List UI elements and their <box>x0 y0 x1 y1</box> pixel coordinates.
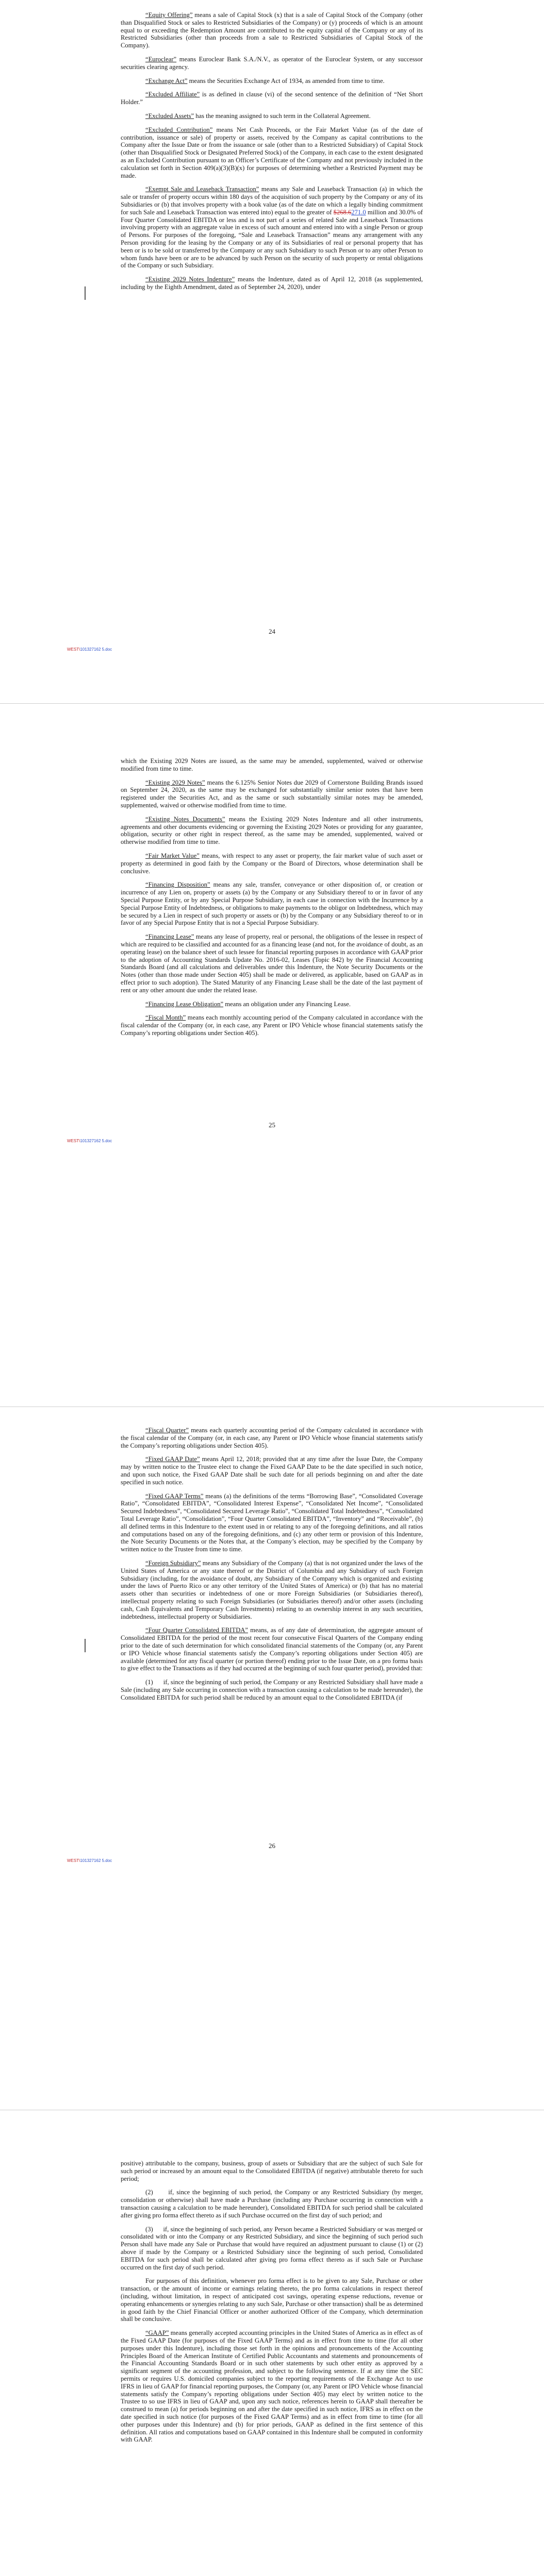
deleted-amount: $268.6 <box>333 208 352 216</box>
definition-excluded-assets: “Excluded Assets” has the meaning assigned to such term in the Collateral Agreement. <box>145 112 371 120</box>
pro-forma-paragraph: For purposes of this definition, whenever pro forma effect is to be given to any Sale, Purchase or other transaction, or the amount of income or earnings relating thereto, the pro forma calculations in respect thereof (including, without limitation, in respect of anticipated cost savings, operating expense reductions, revenue or operating enhancements or synergies relating to any such Sale, Purchase or other transaction) shall be as determined in good faith by the Chief Financial Officer or another authorized Officer of the Company, which determination shall be conclusive. <box>121 2277 423 2323</box>
page-number: 25 <box>269 1121 275 1129</box>
definition-excluded-affiliate: “Excluded Affiliate” is as defined in clause (vi) of the second sentence of the definition of “Net Short Holder.” <box>121 91 423 106</box>
continued-paragraph: which the Existing 2029 Notes are issued, as the same may be amended, supplemented, waived or otherwise modified from time to time. <box>121 757 423 772</box>
page-27-body <box>121 2160 423 2450</box>
revision-change-bar <box>85 1639 86 1652</box>
definition-fair-market-value: “Fair Market Value” means, with respect to any asset or property, the fair market value of such asset or property as determined in good faith by the Company or the Board of Directors, whose determination shall be conclusive. <box>121 852 423 875</box>
definition-exchange-act: “Exchange Act” means the Securities Exchange Act of 1934, as amended from time to time. <box>145 77 385 84</box>
revision-change-bar <box>85 286 86 300</box>
definition-financing-lease-obligation: “Financing Lease Obligation” means an obligation under any Financing Lease. <box>145 1000 351 1008</box>
document-page-26 <box>0 1407 544 2110</box>
clause-3: (3) if, since the beginning of such period, any Person became a Restricted Subsidiary or was merged or consolidated with or into the Company or any Restricted Subsidiary, and since the beginning of such period such Person shall have made any Sale or Purchase that would have required an adjustment pursuant to clause (1) or (2) above if made by the Company or a Restricted Subsidiary since the beginning of such period, Consolidated EBITDA for such period shall be calculated after giving pro forma effect thereto as if such Sale or Purchase occurred on the first day of such period. <box>121 2225 423 2271</box>
definition-existing-2029-notes-indenture: “Existing 2029 Notes Indenture” means the Indenture, dated as of April 12, 2018 (as supplemented, including by the Eighth Amendment, dated as of September 24, 2020), under <box>121 276 423 291</box>
document-footer-id: WEST\101327162 5.doc <box>67 1858 112 1863</box>
definition-fiscal-month: “Fiscal Month” means each monthly accounting period of the Company calculated in accordance with the fiscal calendar of the Company (or, in each case, any Parent or IPO Vehicle whose financial statements satisfy the Company’s reporting obligations under Section 405). <box>121 1014 423 1037</box>
definition-exempt-sale-leaseback: “Exempt Sale and Leaseback Transaction” means any Sale and Leaseback Transaction (a) in which the sale or transfer of property occurs within 180 days of the acquisition of such property by the Company or any of its Subsidiaries or (b) that involves property with a book value (as of the date on which a legally binding commitment for such Sale and Leaseback Transaction was entered into) equal to the greater of $268.6271.0 million and 30.0% of Four Quarter Consolidated EBITDA or less and is not part of a series of related Sale and Leaseback Transactions involving property with an aggregate value in excess of such amount and entered into with a single Person or group of Persons. For purposes of the foregoing, “Sale and Leaseback Transaction” means any arrangement with any Person providing for the leasing by the Company or any of its Subsidiaries of real or personal property that has been or is to be sold or transferred by the Company or any such Subsidiary to such Person or to any other Person to whom funds have been or are to be advanced by such Person on the security of such property or rental obligations of the Company or such Subsidiary. <box>121 185 423 269</box>
definition-foreign-subsidiary: “Foreign Subsidiary” means any Subsidiary of the Company (a) that is not organized under the laws of the United States of America or any state thereof or the District of Columbia and any Subsidiary of such Foreign Subsidiary (including, for the avoidance of doubt, any Subsidiary of the Company which is organized and existing under the laws of Puerto Rico or any other territory of the United States of America) or (b) that has no material assets other than securities or indebtedness of one or more Foreign Subsidiaries (or Subsidiaries thereof), intellectual property relating to such Foreign Subsidiaries (or Subsidiaries thereof) and/or other assets (including cash, Cash Equivalents and Temporary Cash Investments) relating to an ownership interest in any such securities, indebtedness, intellectual property or Subsidiaries. <box>121 1559 423 1620</box>
page-number: 26 <box>269 1842 275 1850</box>
inserted-amount: 271.0 <box>351 208 366 216</box>
definition-financing-lease: “Financing Lease” means any lease of property, real or personal, the obligations of the lessee in respect of which are required to be classified and accounted for as a financing lease (and not, for the avoidance of doubt, as an operating lease) on the balance sheet of such lessee for financial reporting purposes in accordance with GAAP prior to the adoption of Accounting Standards Update No. 2016-02, Leases (Topic 842) by the Financial Accounting Standards Board (and all calculations and deliverables under this Indenture, the Note Security Documents or the Notes (other than those made under Section 405) shall be made or delivered, as applicable, based on GAAP as in effect prior to such adoption). The Stated Maturity of any Financing Lease shall be the date of the last payment of rent or any other amount due under the related lease. <box>121 933 423 994</box>
definition-gaap: “GAAP” means generally accepted accounting principles in the United States of America as in effect as of the Fixed GAAP Date (for purposes of the Fixed GAAP Terms) and as in effect from time to time (for all other purposes under this Indenture), including those set forth in the opinions and pronouncements of the Accounting Principles Board of the American Institute of Certified Public Accountants and statements and pronouncements of the Financial Accounting Standards Board or in such other statements by such other entity as approved by a significant segment of the accounting profession, and subject to the following sentence. If at any time the SEC permits or requires U.S. domiciled companies subject to the reporting requirements of the Exchange Act to use IFRS in lieu of GAAP for financial reporting purposes, the Company (or, any Parent or IPO Vehicle whose financial statements satisfy the Company’s reporting obligations under Section 405) may elect by written notice to the Trustee to so use IFRS in lieu of GAAP and, upon any such notice, references herein to GAAP shall thereafter be construed to mean (a) for periods beginning on and after the date specified in such notice, IFRS as in effect on the date specified in such notice (for purposes of the Fixed GAAP Terms) and as in effect from time to time (for all other purposes under this Indenture) and (b) for prior periods, GAAP as defined in the first sentence of this definition. All ratios and computations based on GAAP contained in this Indenture shall be computed in conformity with GAAP. <box>121 2329 423 2444</box>
document-page-25 <box>0 704 544 1407</box>
definition-excluded-contribution: “Excluded Contribution” means Net Cash Proceeds, or the Fair Market Value (as of the date of contribution, issuance or sale) of property or assets, received by the Company as capital contributions to the Company after the Issue Date or from the issuance or sale (other than to a Restricted Subsidiary) of Capital Stock (other than Disqualified Stock or Designated Preferred Stock) of the Company, in each case to the extent designated as an Excluded Contribution pursuant to an Officer’s Certificate of the Company and not previously included in the calculation set forth in Section 409(a)(3)(B)(x) for purposes of determining whether a Restricted Payment may be made. <box>121 126 423 179</box>
definition-existing-notes-documents: “Existing Notes Documents” means the Existing 2029 Notes Indenture and all other instruments, agreements and other documents evidencing or governing the Existing 2029 Notes or providing for any guarantee, obligation, security or other right in respect thereof, as the same may be amended, supplemented, waived or otherwise modified from time to time. <box>121 815 423 846</box>
page-25-body <box>121 757 423 1043</box>
document-page-24 <box>0 0 544 703</box>
definition-fixed-gaap-date: “Fixed GAAP Date” means April 12, 2018; provided that at any time after the Issue Date, the Company may by written notice to the Trustee elect to change the Fixed GAAP Date to be the date specified in such notice, and upon such notice, the Fixed GAAP Date shall be such date for all periods beginning on and after the date specified in such notice. <box>121 1455 423 1486</box>
definition-financing-disposition: “Financing Disposition” means any sale, transfer, conveyance or other disposition of, or creation or incurrence of any Lien on, property or assets (a) by the Company or any Subsidiary thereof to or in favor of any Special Purpose Entity, or by any Special Purpose Subsidiary, in each case in connection with the Incurrence by a Special Purpose Entity of Indebtedness, or obligations to make payments to the obligor on Indebtedness, which may be secured by a Lien in respect of such property or assets or (b) by the Company or any Subsidiary thereof to or in favor of any Special Purpose Entity that is not a Special Purpose Subsidiary. <box>121 881 423 927</box>
definition-four-quarter-consolidated-ebitda: “Four Quarter Consolidated EBITDA” means, as of any date of determination, the aggregate amount of Consolidated EBITDA for the period of the most recent four consecutive Fiscal Quarters of the Company ending prior to the date of such determination for which consolidated financial statements of the Company (or, any Parent or IPO Vehicle whose financial statements satisfy the Company’s reporting obligations under Section 405) are available (determined for any fiscal quarter (or portion thereof) ending prior to the Issue Date, on a pro forma basis to give effect to the Transactions as if they had occurred at the beginning of such four quarter period), provided that: <box>121 1626 423 1672</box>
page-26-body <box>121 1427 423 1708</box>
page-24-body <box>121 11 423 297</box>
definition-fiscal-quarter: “Fiscal Quarter” means each quarterly accounting period of the Company calculated in accordance with the fiscal calendar of the Company (or, in each case, any Parent or IPO Vehicle whose financial statements satisfy the Company’s reporting obligations under Section 405). <box>121 1427 423 1449</box>
document-footer-id: WEST\101327162 5.doc <box>67 1139 112 1143</box>
definition-euroclear: “Euroclear” means Euroclear Bank S.A./N.V., as operator of the Euroclear System, or any successor securities clearing agency. <box>121 55 423 71</box>
definition-fixed-gaap-terms: “Fixed GAAP Terms” means (a) the definitions of the terms “Borrowing Base”, “Consolidated Coverage Ratio”, “Consolidated EBITDA”, “Consolidated Interest Expense”, “Consolidated Net Income”, “Consolidated Secured Indebtedness”, “Consolidated Secured Leverage Ratio”, “Consolidated Total Indebtedness”, “Consolidated Total Leverage Ratio”, “Consolidation”, “Four Quarter Consolidated EBITDA”, “Inventory” and “Receivable”, (b) all defined terms in this Indenture to the extent used in or relating to any of the foregoing definitions, and all ratios and computations based on any of the foregoing definitions, and (c) any other term or provision of this Indenture, the Note Security Documents or the Notes that, at the Company’s election, may be specified by the Company by written notice to the Trustee from time to time. <box>121 1492 423 1553</box>
document-page-27 <box>0 2110 544 2576</box>
definition-existing-2029-notes: “Existing 2029 Notes” means the 6.125% Senior Notes due 2029 of Cornerstone Building Brands issued on September 24, 2020, as the same may be exchanged for substantially similar senior notes that have been registered under the Securities Act, and as the same or such substantially similar notes may be amended, supplemented, waived or otherwise modified from time to time. <box>121 778 423 809</box>
clause-1: (1) if, since the beginning of such period, the Company or any Restricted Subsidiary shall have made a Sale (including any Sale occurring in connection with a transaction causing a calculation to be made hereunder), the Consolidated EBITDA for such period shall be reduced by an amount equal to the Consolidated EBITDA (if <box>121 1679 423 1701</box>
definition-equity-offering: “Equity Offering” means a sale of Capital Stock (x) that is a sale of Capital Stock of the Company (other than Disqualified Stock or sales to Restricted Subsidiaries of the Company) or (y) proceeds of which is an amount equal to or exceeding the Redemption Amount are contributed to the equity capital of the Company or any of its Restricted Subsidiaries (other than proceeds from a sale to Restricted Subsidiaries of Capital Stock of the Company). <box>121 11 423 49</box>
clause-2: (2) if, since the beginning of such period, the Company or any Restricted Subsidiary (by merger, consolidation or otherwise) shall have made a Purchase (including any Purchase occurring in connection with a transaction causing a calculation to be made hereunder), Consolidated EBITDA for such period shall be calculated after giving pro forma effect thereto as if such Purchase occurred on the first day of such period; and <box>121 2189 423 2219</box>
document-footer-id: WEST\101327162 5.doc <box>67 647 112 652</box>
page-number: 24 <box>269 628 275 635</box>
continued-paragraph: positive) attributable to the company, business, group of assets or Subsidiary that are the subject of such Sale for such period or increased by an amount equal to the Consolidated EBITDA (if negative) attributable thereto for such period; <box>121 2160 423 2182</box>
